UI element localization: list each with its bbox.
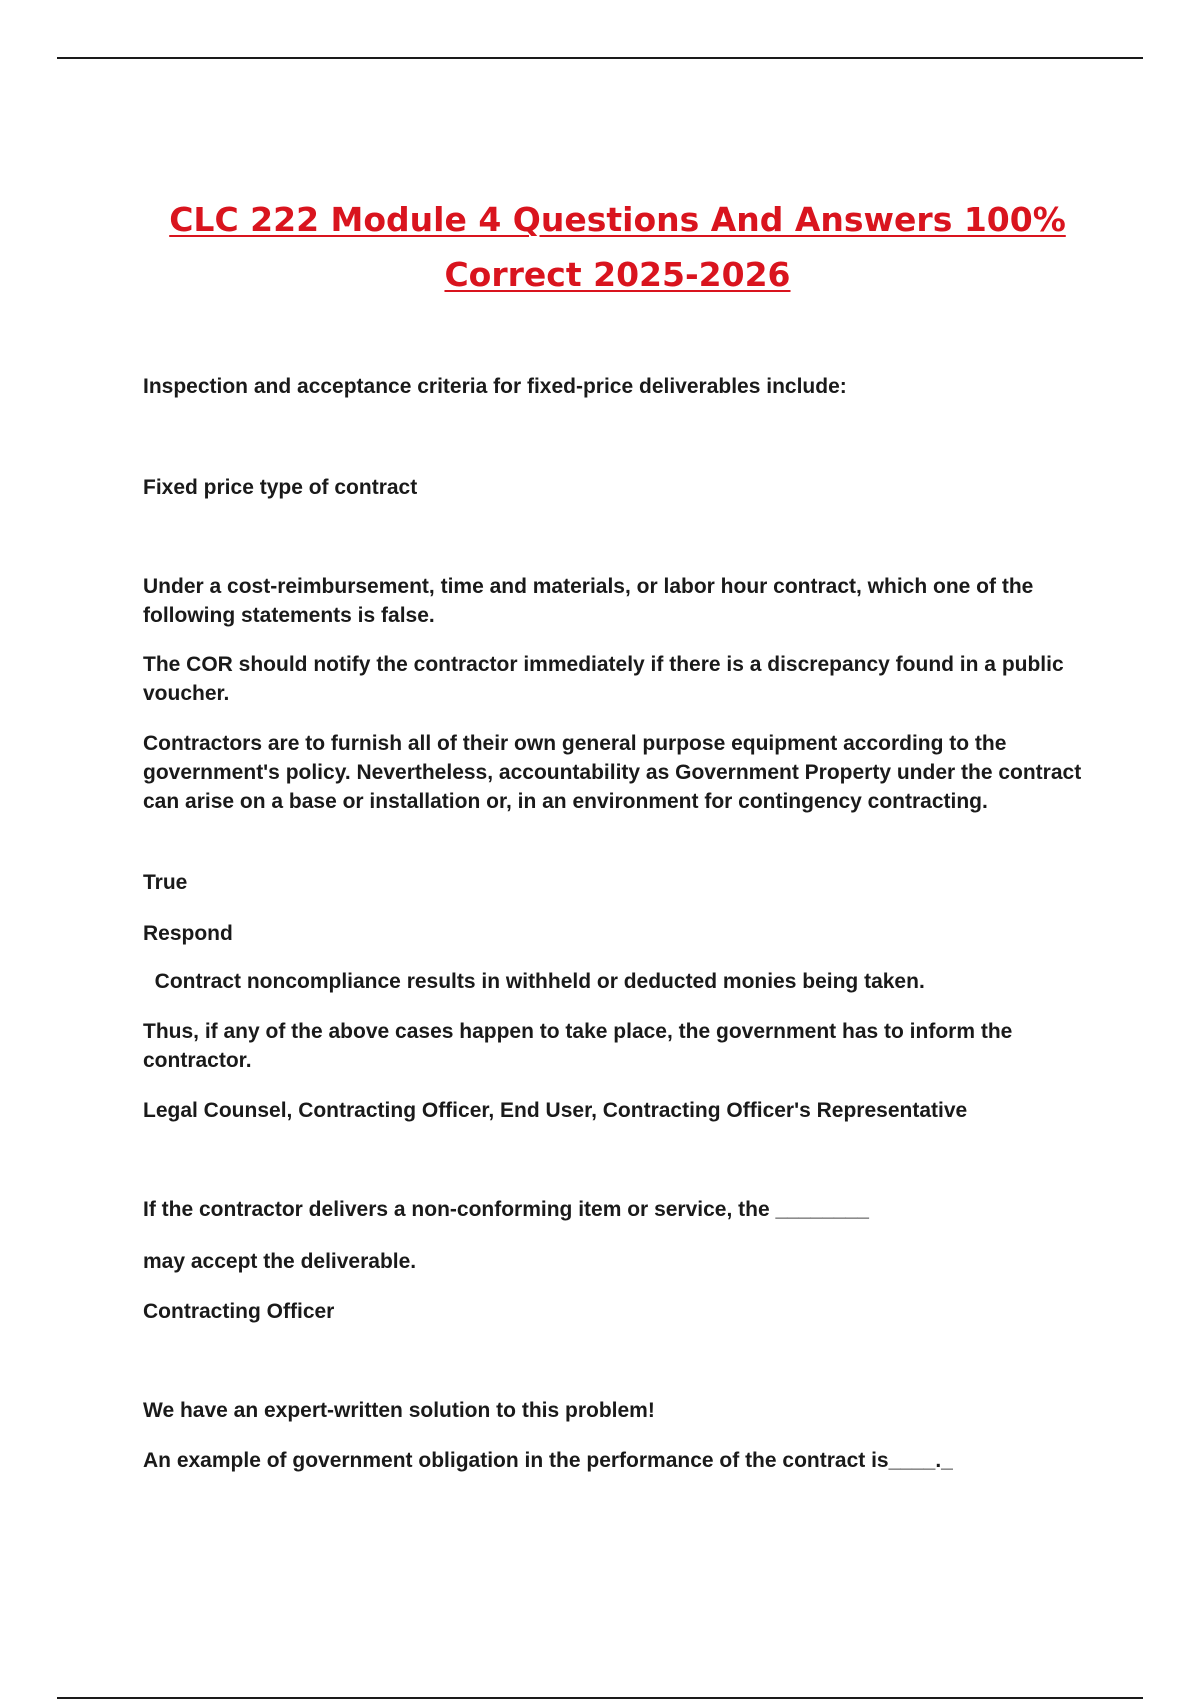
answer-fixed-price: Fixed price type of contract [143, 476, 418, 499]
footer-rule [57, 1697, 1143, 1699]
question-non-conforming-item: If the contractor delivers a non-conforming item or service, the ________ [143, 1198, 869, 1221]
answer-true: True [143, 871, 188, 894]
statement-cor-notify: The COR should notify the contractor immediately if there is a discrepancy found in a public voucher. [143, 653, 1064, 705]
document-title-line-2: Correct 2025-2026 [444, 255, 791, 294]
label-respond: Respond [143, 922, 233, 945]
answer-roles-list: Legal Counsel, Contracting Officer, End User, Contracting Officer's Representative [143, 1099, 968, 1122]
question-cost-reimbursement: Under a cost-reimbursement, time and materials, or labor hour contract, which one of the following statements is false. [143, 575, 1034, 627]
statement-general-purpose-equipment: Contractors are to furnish all of their own general purpose equipment according to the government's policy. Nevertheless, accountability as Government Property under the contract can arise on a base or installation or, in an environment for contingency contracting. [143, 732, 1082, 813]
answer-contracting-officer: Contracting Officer [143, 1300, 335, 1323]
question-inspection-criteria: Inspection and acceptance criteria for fixed-price deliverables include: [143, 375, 847, 398]
question-non-conforming-continuation: may accept the deliverable. [143, 1250, 417, 1273]
statement-noncompliance: Contract noncompliance results in withheld or deducted monies being taken. [143, 970, 925, 993]
header-rule [57, 57, 1143, 59]
note-expert-solution: We have an expert-written solution to this problem! [143, 1399, 655, 1422]
question-government-obligation: An example of government obligation in the performance of the contract is____._ [143, 1449, 953, 1472]
statement-government-inform: Thus, if any of the above cases happen to take place, the government has to inform the contractor. [143, 1020, 1013, 1072]
document-title-line-1: CLC 222 Module 4 Questions And Answers 100% [169, 200, 1066, 239]
